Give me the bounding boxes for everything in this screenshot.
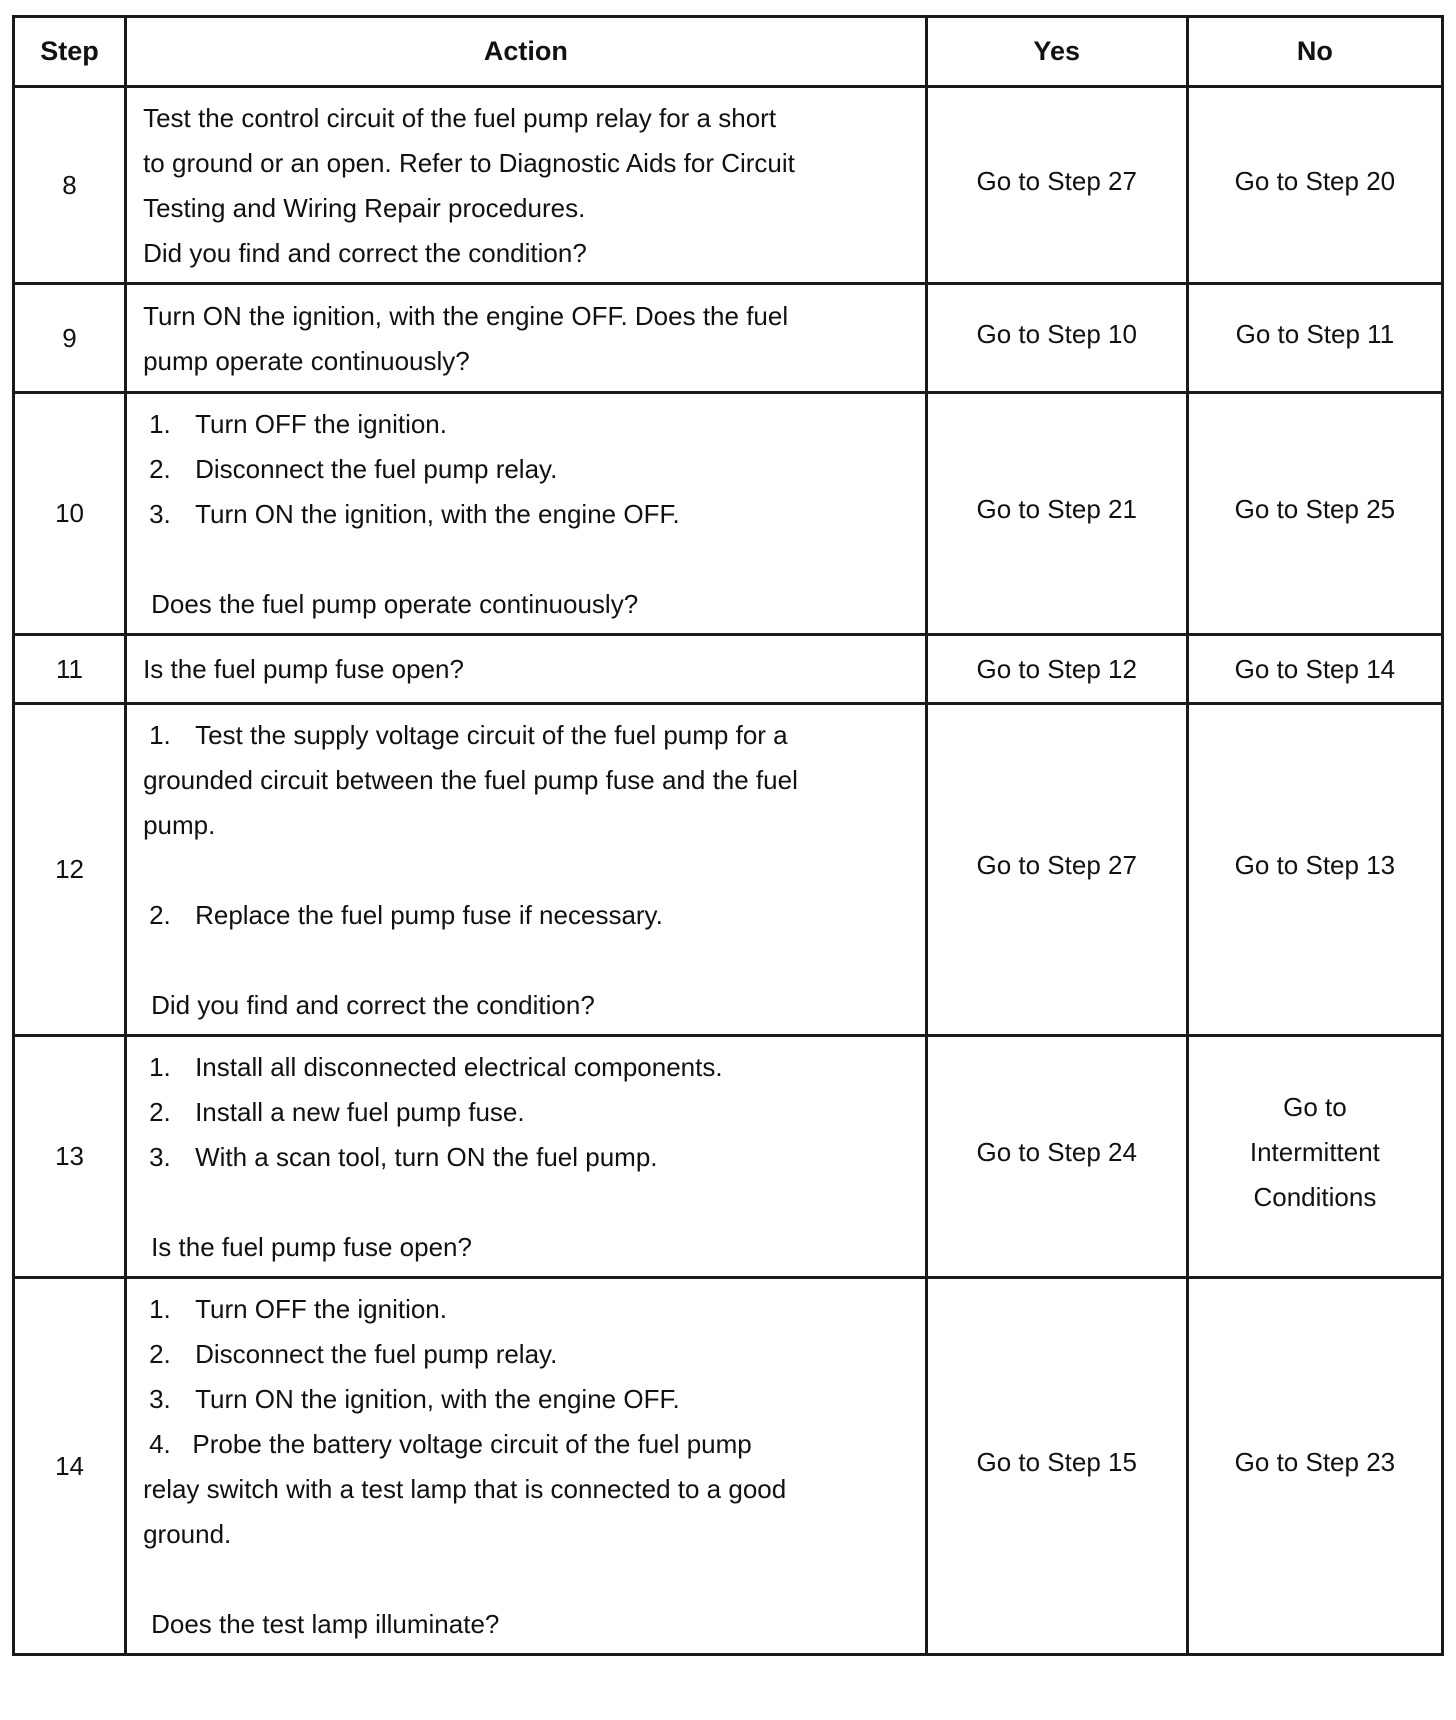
- yes-cell: Go to Step 27: [926, 704, 1187, 1036]
- action-line: Turn ON the ignition, with the engine OFF. Does the fuel: [143, 301, 789, 331]
- list-item: 2. Replace the fuel pump fuse if necessary.: [149, 900, 663, 930]
- action-question: Does the test lamp illuminate?: [151, 1609, 500, 1639]
- action-cell: [126, 284, 927, 393]
- list-item: 2. Disconnect the fuel pump relay.: [149, 454, 558, 484]
- no-cell: Go to Step 25: [1187, 393, 1442, 635]
- no-cell: Go to Step 14: [1187, 635, 1442, 704]
- action-cell: [126, 393, 927, 635]
- action-line: grounded circuit between the fuel pump fuse and the fuel: [143, 765, 798, 795]
- list-item: 3. Turn ON the ignition, with the engine OFF.: [149, 1384, 680, 1414]
- yes-cell: Go to Step 12: [926, 635, 1187, 704]
- no-cell: [1187, 1036, 1442, 1278]
- list-item: 2. Disconnect the fuel pump relay.: [149, 1339, 558, 1369]
- yes-cell: Go to Step 15: [926, 1278, 1187, 1655]
- yes-cell: Go to Step 24: [926, 1036, 1187, 1278]
- diagnostic-table: [12, 15, 1444, 1656]
- action-line: Did you find and correct the condition?: [143, 238, 587, 268]
- list-item: 2. Install a new fuel pump fuse.: [149, 1097, 525, 1127]
- no-line: Intermittent: [1249, 1137, 1380, 1167]
- list-item: 4. Probe the battery voltage circuit of the fuel pump: [149, 1429, 752, 1459]
- no-cell: Go to Step 13: [1187, 704, 1442, 1036]
- action-question: Does the fuel pump operate continuously?: [151, 589, 639, 619]
- list-item: 1. Turn OFF the ignition.: [149, 1294, 447, 1324]
- no-cell: Go to Step 11: [1187, 284, 1442, 393]
- action-cell: [126, 87, 927, 284]
- header-action: Action: [126, 17, 927, 87]
- list-item: 1. Test the supply voltage circuit of the fuel pump for a: [149, 720, 788, 750]
- action-question: Is the fuel pump fuse open?: [151, 1232, 472, 1262]
- header-step: Step: [14, 17, 126, 87]
- list-item: 1. Install all disconnected electrical components.: [149, 1052, 723, 1082]
- step-number: 10: [14, 393, 126, 635]
- table-row: [14, 284, 1443, 393]
- action-cell: Is the fuel pump fuse open?: [126, 635, 927, 704]
- list-item: 3. With a scan tool, turn ON the fuel pump.: [149, 1142, 658, 1172]
- step-number: 14: [14, 1278, 126, 1655]
- header-no: No: [1187, 17, 1442, 87]
- action-line: ground.: [143, 1519, 232, 1549]
- no-cell: Go to Step 20: [1187, 87, 1442, 284]
- list-item: 3. Turn ON the ignition, with the engine OFF.: [149, 499, 680, 529]
- action-cell: [126, 1278, 927, 1655]
- action-line: pump.: [143, 810, 216, 840]
- action-line: relay switch with a test lamp that is connected to a good: [143, 1474, 787, 1504]
- table-row: [14, 1278, 1443, 1655]
- table-row: [14, 635, 1443, 704]
- step-number: 9: [14, 284, 126, 393]
- header-row: [14, 17, 1443, 87]
- action-line: Test the control circuit of the fuel pump relay for a short: [143, 103, 777, 133]
- table-row: [14, 704, 1443, 1036]
- no-line: Go to: [1283, 1092, 1347, 1122]
- table-row: [14, 1036, 1443, 1278]
- step-number: 11: [14, 635, 126, 704]
- step-number: 12: [14, 704, 126, 1036]
- table-row: [14, 87, 1443, 284]
- action-line: Testing and Wiring Repair procedures.: [143, 193, 586, 223]
- step-number: 13: [14, 1036, 126, 1278]
- list-item: 1. Turn OFF the ignition.: [149, 409, 447, 439]
- yes-cell: Go to Step 10: [926, 284, 1187, 393]
- action-line: to ground or an open. Refer to Diagnostic Aids for Circuit: [143, 148, 795, 178]
- action-cell: [126, 704, 927, 1036]
- no-line: Conditions: [1253, 1182, 1377, 1212]
- no-cell: Go to Step 23: [1187, 1278, 1442, 1655]
- header-yes: Yes: [926, 17, 1187, 87]
- step-number: 8: [14, 87, 126, 284]
- action-line: pump operate continuously?: [143, 346, 470, 376]
- action-question: Did you find and correct the condition?: [151, 990, 595, 1020]
- action-cell: [126, 1036, 927, 1278]
- table-row: [14, 393, 1443, 635]
- yes-cell: Go to Step 21: [926, 393, 1187, 635]
- yes-cell: Go to Step 27: [926, 87, 1187, 284]
